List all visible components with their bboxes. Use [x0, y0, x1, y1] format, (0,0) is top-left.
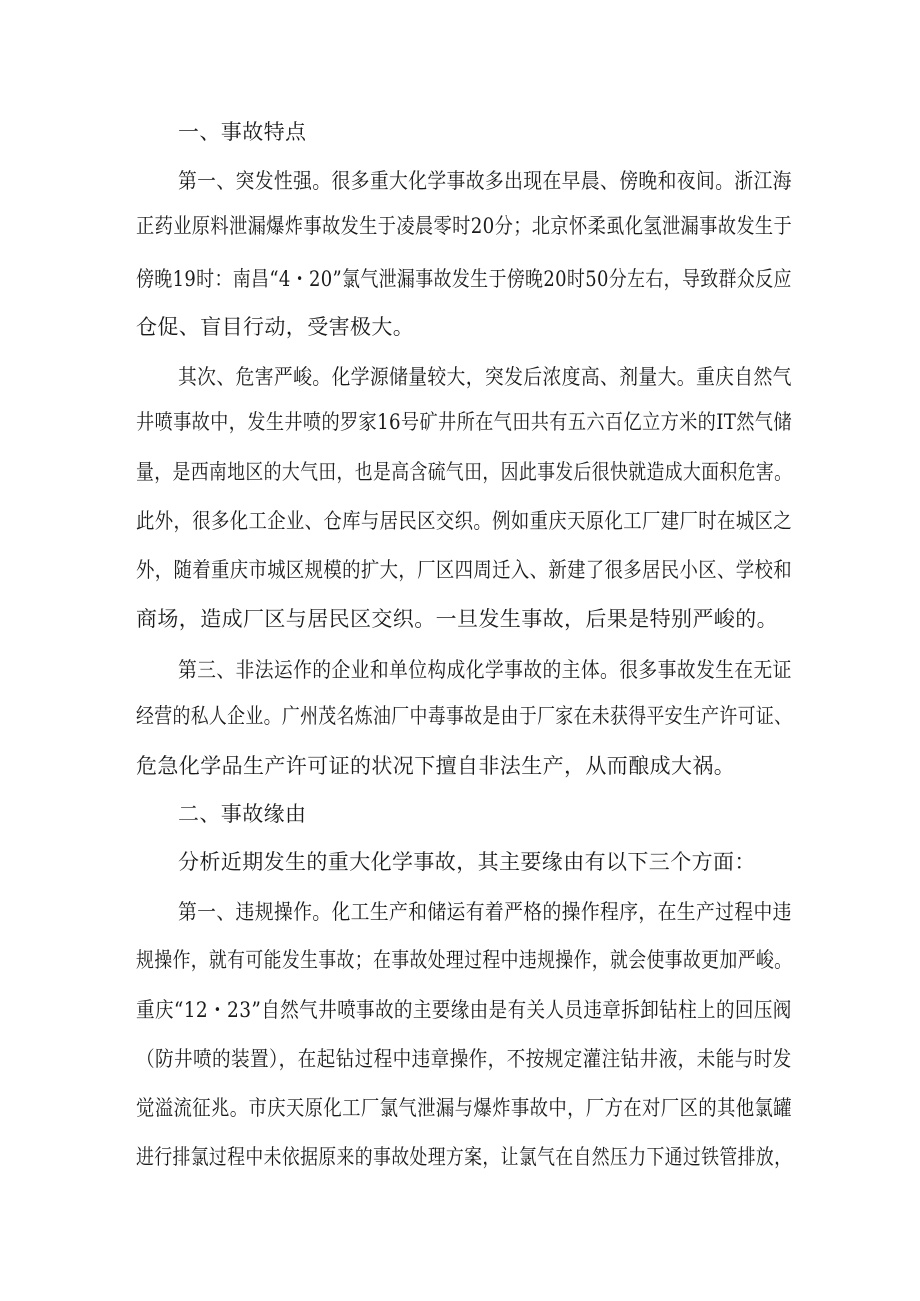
section-heading-2: 二、事故缘由 — [178, 802, 307, 826]
paragraph-line: （防井喷的装置），在起钻过程中违章操作，不按规定灌注钻井液，未能与时发 — [136, 1047, 792, 1071]
paragraph-line: 其次、危害严峻。化学源储量较大，突发后浓度高、剂量大。重庆自然气 — [178, 365, 792, 389]
paragraph-line: 重庆“12・23”自然气井喷事故的主要缘由是有关人员违章拆卸钻柱上的回压阀 — [136, 998, 792, 1022]
paragraph-line: 外，随着重庆市城区规模的扩大，厂区四周迁入、新建了很多居民小区、学校和 — [136, 558, 792, 582]
section-heading-1: 一、事故特点 — [178, 120, 307, 144]
paragraph-line: 觉溢流征兆。市庆天原化工厂氯气泄漏与爆炸事故中，厂方在对厂区的其他氯罐 — [136, 1096, 792, 1120]
paragraph-line: 第三、非法运作的企业和单位构成化学事故的主体。很多事故发生在无证 — [178, 658, 792, 682]
paragraph-line: 傍晚19时：南昌“4・20”氯气泄漏事故发生于傍晚20时50分左右，导致群众反应 — [136, 267, 792, 291]
paragraph-line: 正药业原料泄漏爆炸事故发生于凌晨零时20分；北京怀柔虱化氢泄漏事故发生于 — [136, 214, 793, 238]
paragraph-line: 进行排氯过程中未依据原来的事故处理方案，让氯气在自然压力下通过铁管排放， — [136, 1145, 793, 1169]
paragraph-line: 危急化学品生产许可证的状况下擅自非法生产，从而酿成大祸。 — [136, 754, 736, 778]
paragraph-line: 此外，很多化工企业、仓库与居民区交织。例如重庆天原化工厂建厂时在城区之 — [136, 509, 792, 533]
paragraph-line: 井喷事故中，发生井喷的罗家16号矿井所在气田共有五六百亿立方米的IT然气储 — [136, 410, 792, 434]
paragraph-line: 分析近期发生的重大化学事故，其主要缘由有以下三个方面： — [178, 850, 756, 874]
paragraph-line: 仓促、盲目行动，受害极大。 — [136, 315, 415, 339]
paragraph-line: 第一、违规操作。化工生产和储运有着严格的操作程序，在生产过程中违 — [178, 900, 792, 924]
paragraph-line: 经营的私人企业。广州茂名炼油厂中毒事故是由于厂家在未获得平安生产许可证、 — [136, 704, 793, 728]
paragraph-line: 量，是西南地区的大气田，也是高含硫气田，因此事发后很快就造成大面积危害。 — [136, 460, 793, 484]
paragraph-line: 规操作，就有可能发生事故；在事故处理过程中违规操作，就会使事故更加严峻。 — [136, 948, 793, 972]
paragraph-line: 商场，造成厂区与居民区交织。一旦发生事故，后果是特别严峻的。 — [136, 607, 778, 631]
paragraph-line: 第一、突发性强。很多重大化学事故多出现在早晨、傍晚和夜间。浙江海 — [178, 169, 792, 193]
